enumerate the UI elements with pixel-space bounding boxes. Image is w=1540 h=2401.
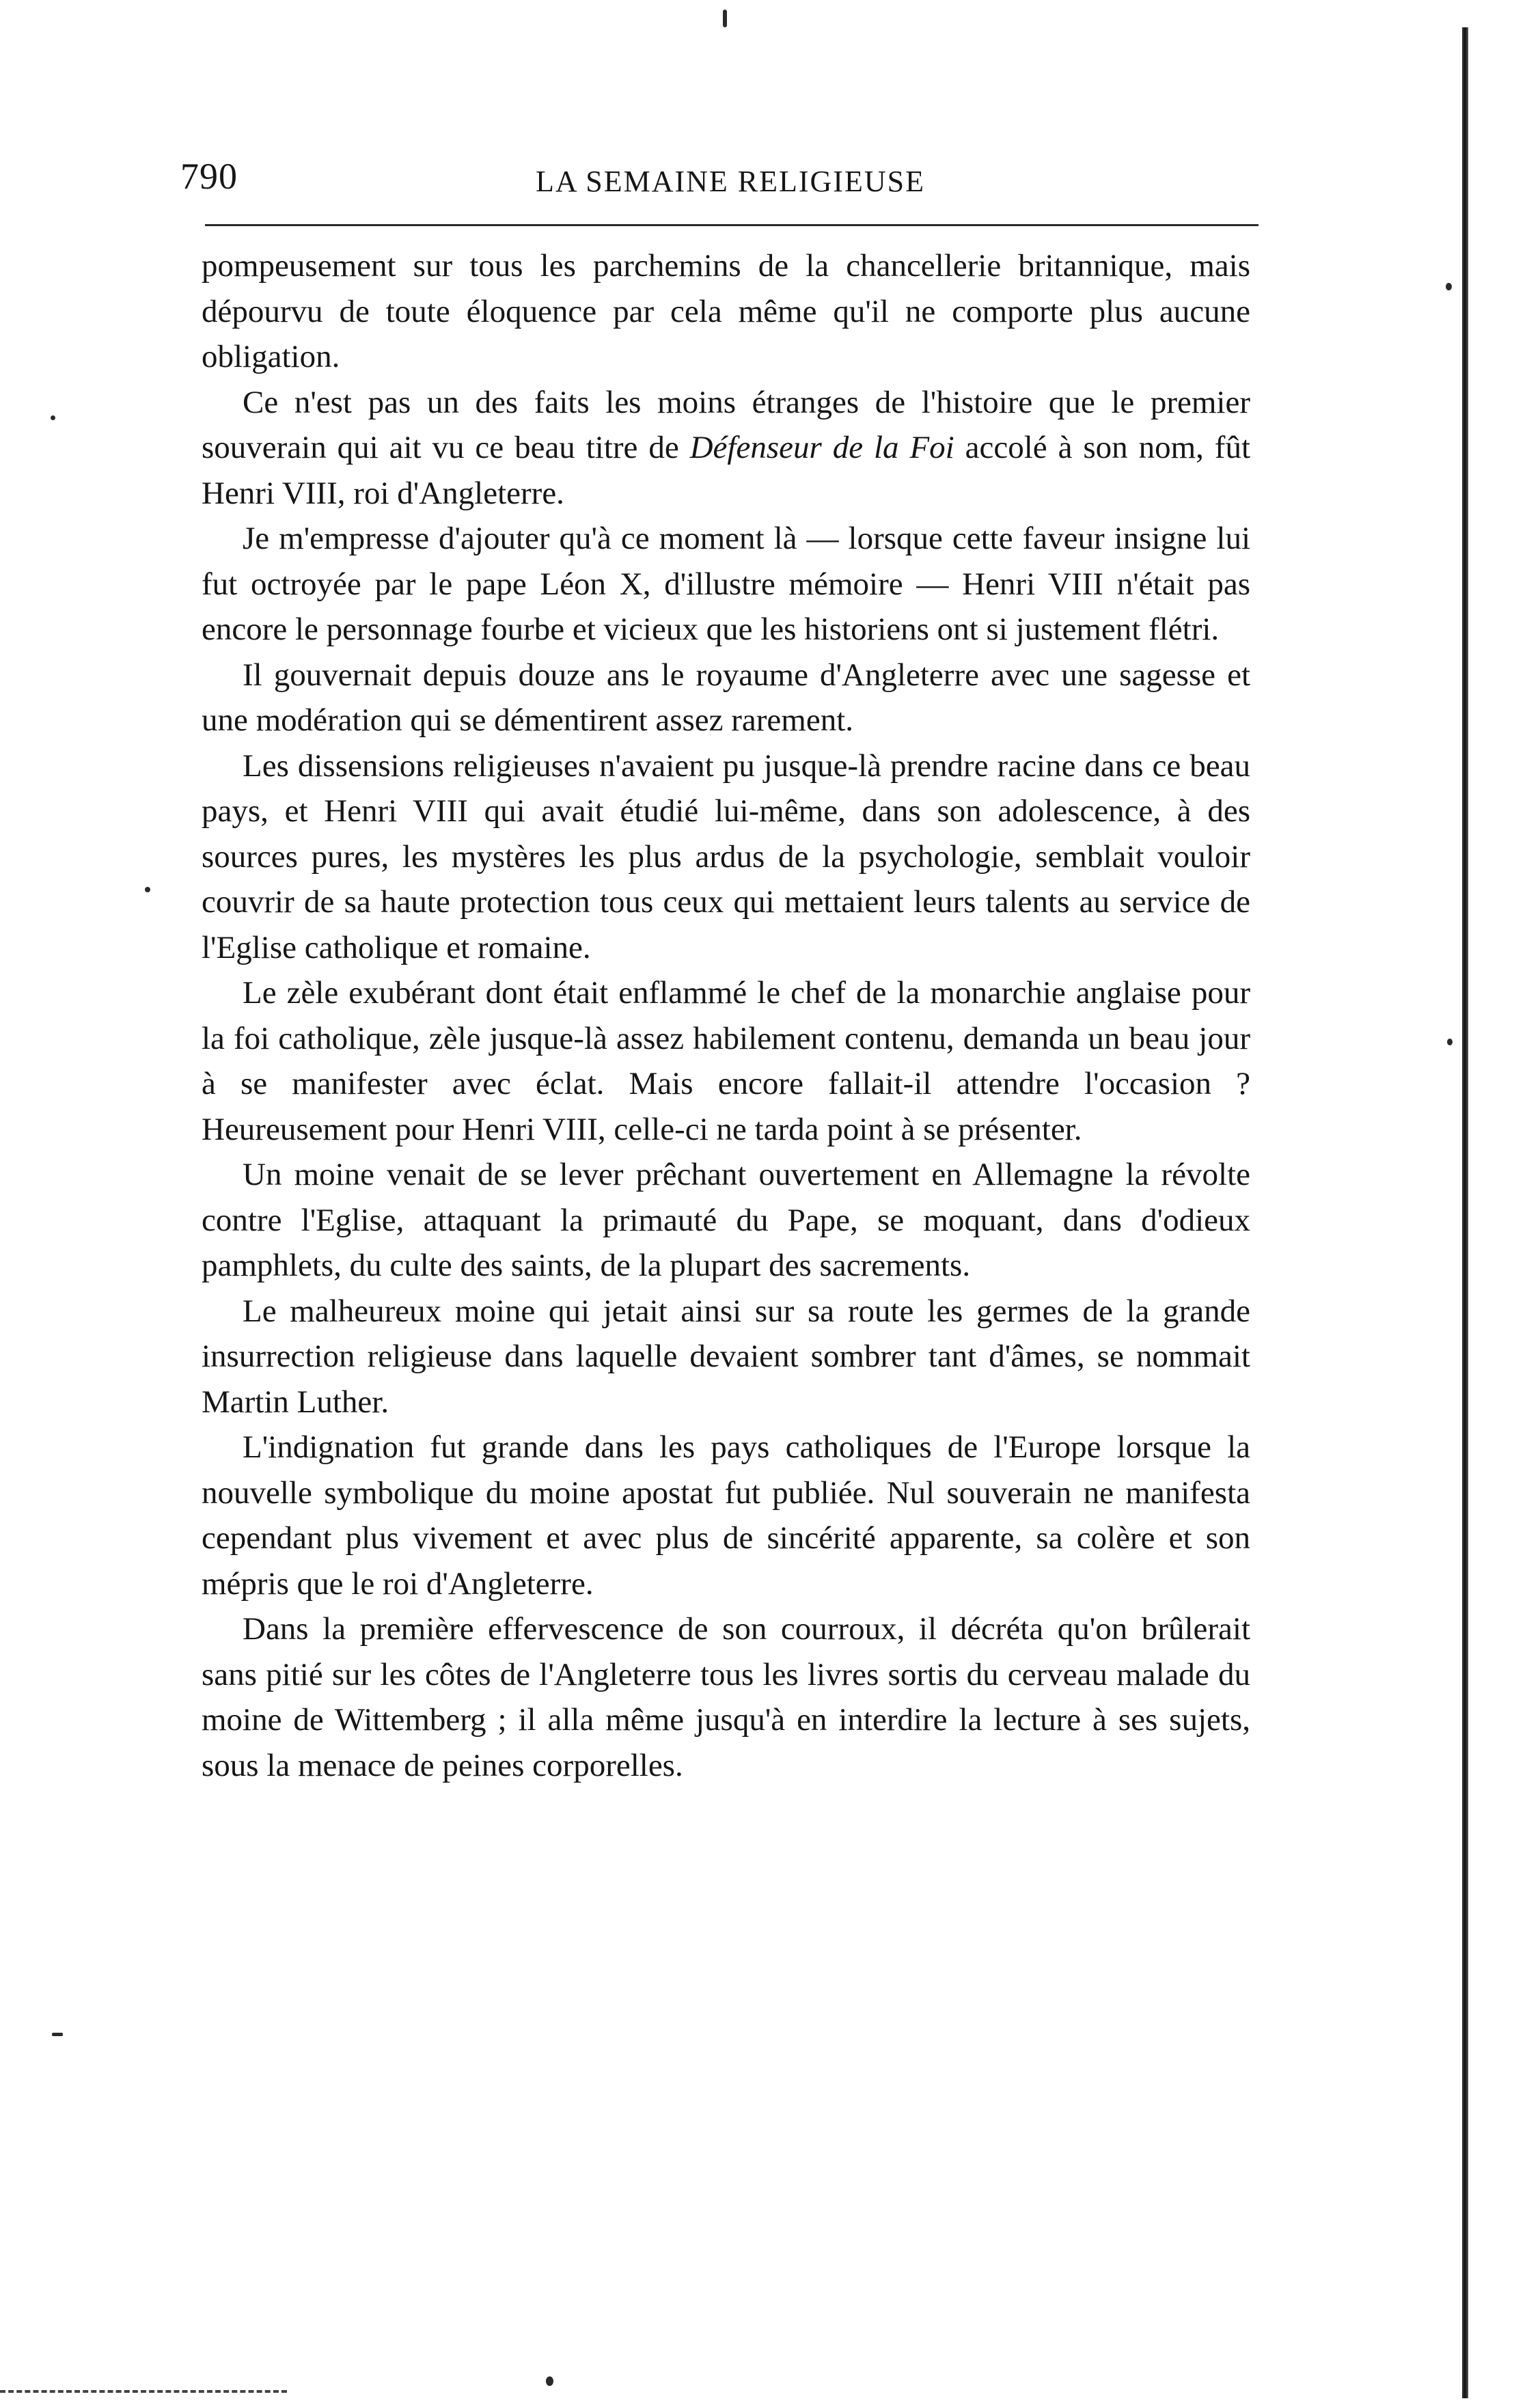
paragraph-8: Le malheureux moine qui jetait ainsi sur sa route les germes de la grande insurrection religieuse dans laquelle devaient sombrer tant d'âmes, se nommait Martin Luther. [202,1293,1250,1420]
page-number: 790 [180,156,238,197]
page-edge-shadow [1462,27,1468,2398]
scan-speck [1447,1039,1453,1045]
scan-speck [52,2033,63,2036]
paragraph-4: Il gouvernait depuis douze ans le royaume d'Angleterre avec une sagesse et une modération qui se démentirent assez rarement. [202,657,1250,738]
title-defenseur-de-la-foi: Défenseur de la Foi [689,430,954,465]
paragraph-1: pompeusement sur tous les parchemins de la chancellerie britannique, mais dépourvu de toute éloquence par cela même qu'il ne comporte plus aucune obligation. [202,248,1250,374]
scan-margin-dashes [0,2390,287,2393]
scan-speck [51,415,55,420]
scan-speck [546,2376,553,2386]
paragraph-6: Le zèle exubérant dont était enflammé le chef de la monarchie anglaise pour la foi catholique, zèle jusque-là assez habilement contenu, demanda un beau jour à se manifester avec éclat. Mais encore fallait-il attendre l'occasion ? Heureusement pour Henri VIII, celle-ci ne tarda point à se présenter. [202,975,1250,1147]
paragraph-2-start: Ce n'est pas un des faits les moins étranges de l'histoire que le premier souverain qui ait vu ce beau titre de [202,384,1250,465]
paragraph-3: Je m'empresse d'ajouter qu'à ce moment là — lorsque cette faveur insigne lui fut octroyée par le pape Léon X, d'illustre mémoire — Henri VIII n'était pas encore le personnage fourbe et vicieux que les historiens ont si justement flétri. [202,521,1250,647]
body-text [202,243,1250,1788]
running-title: LA SEMAINE RELIGIEUSE [536,165,925,198]
scan-speck [1446,283,1452,290]
paragraph-7: Un moine venait de se lever prêchant ouvertement en Allemagne la révolte contre l'Eglise, attaquant la primauté du Pape, se moquant, dans d'odieux pamphlets, du culte des saints, de la plupart des sacrements. [202,1157,1250,1283]
header-rule [205,224,1259,226]
paragraph-9: L'indignation fut grande dans les pays catholiques de l'Europe lorsque la nouvelle symbolique du moine apostat fut publiée. Nul souverain ne manifesta cependant plus vivement et avec plus de sincérité apparente, sa colère et son mépris que le roi d'Angleterre. [202,1429,1250,1602]
paragraph-5: Les dissensions religieuses n'avaient pu jusque-là prendre racine dans ce beau pays, et Henri VIII qui avait étudié lui-même, dans son adolescence, à des sources pures, les mystères les plus ardus de la psychologie, semblait vouloir couvrir de sa haute protection tous ceux qui mettaient leurs talents au service de l'Eglise catholique et romaine. [202,747,1250,965]
paragraph-2-end: accolé à son nom, fût Henri VIII, roi d'Angleterre. [202,430,1251,511]
paragraph-10: Dans la première effervescence de son courroux, il décréta qu'on brûlerait sans pitié sur les côtes de l'Angleterre tous les livres sortis du cerveau malade du moine de Wittemberg ; il alla même jusqu'à en interdire la lecture à ses sujets, sous la menace de peines corporelles. [202,1611,1250,1783]
paragraph-2 [202,380,1250,517]
page-header [180,156,1253,210]
scan-speck [145,887,150,892]
scan-speck [723,10,727,27]
